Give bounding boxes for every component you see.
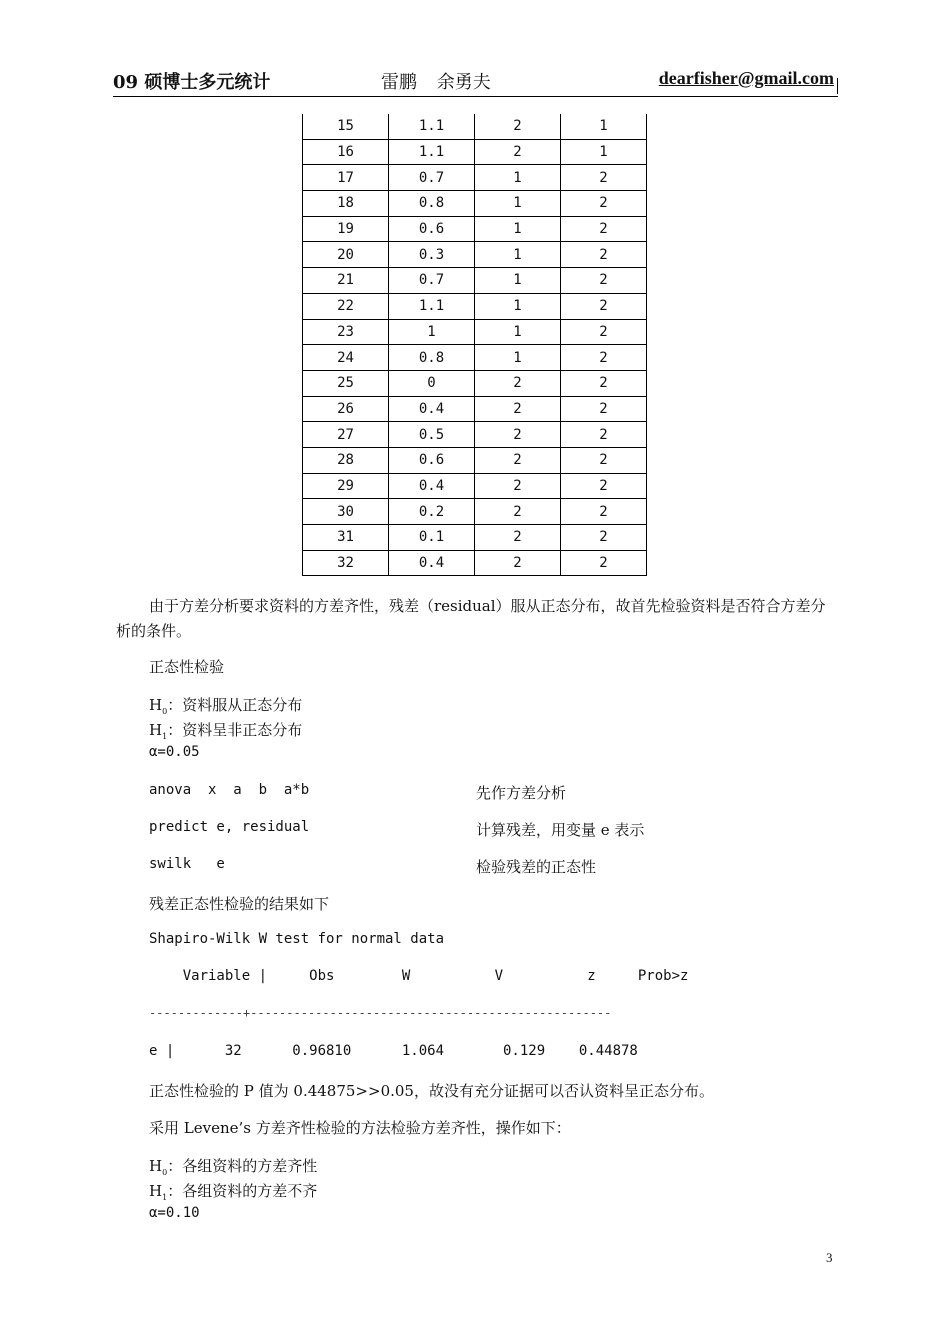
lh1-subscript: 1 xyxy=(162,1193,168,1202)
intro-paragraph: 由于方差分析要求资料的方差齐性，残差（residual）服从正态分布，故首先检验资料是否符合方差分析的条件。 xyxy=(116,597,826,640)
normality-heading: 正态性检验 xyxy=(149,658,225,676)
table-cell: 1 xyxy=(475,319,561,345)
table-row xyxy=(303,499,647,525)
sw-result-row: e | 32 0.96810 1.064 0.129 0.44878 xyxy=(149,1043,638,1059)
table-cell: 1 xyxy=(561,139,647,165)
table-cell: 16 xyxy=(303,139,389,165)
table-cell: 0.1 xyxy=(389,525,475,551)
table-cell: 15 xyxy=(303,114,389,139)
table-row xyxy=(303,550,647,576)
table-cell: 1 xyxy=(475,216,561,242)
table-cell: 2 xyxy=(475,499,561,525)
table-cell: 0.7 xyxy=(389,268,475,294)
table-cell: 31 xyxy=(303,525,389,551)
table-cell: 0.4 xyxy=(389,396,475,422)
table-cell: 2 xyxy=(475,525,561,551)
table-cell: 1 xyxy=(475,242,561,268)
table-cell: 2 xyxy=(561,319,647,345)
table-cell: 2 xyxy=(561,191,647,217)
table-row xyxy=(303,473,647,499)
table-cell: 24 xyxy=(303,345,389,371)
table-cell: 2 xyxy=(561,422,647,448)
command-anova-note: 先作方差分析 xyxy=(476,784,567,802)
table-cell: 26 xyxy=(303,396,389,422)
table-cell: 2 xyxy=(475,396,561,422)
table-cell: 2 xyxy=(561,165,647,191)
table-cell: 1 xyxy=(561,114,647,139)
table-row xyxy=(303,370,647,396)
table-cell: 2 xyxy=(561,447,647,473)
h0-normality xyxy=(149,694,302,716)
table-cell: 32 xyxy=(303,550,389,576)
table-cell: 2 xyxy=(475,139,561,165)
table-cell: 1 xyxy=(475,165,561,191)
table-cell: 0 xyxy=(389,370,475,396)
command-swilk-note: 检验残差的正态性 xyxy=(476,858,597,876)
table-cell: 0.3 xyxy=(389,242,475,268)
table-cell: 1 xyxy=(475,345,561,371)
table-cell: 2 xyxy=(475,370,561,396)
table-row xyxy=(303,525,647,551)
table-cell: 0.4 xyxy=(389,473,475,499)
table-row xyxy=(303,319,647,345)
table-cell: 23 xyxy=(303,319,389,345)
sw-title: Shapiro-Wilk W test for normal data xyxy=(149,931,445,947)
table-cell: 2 xyxy=(475,114,561,139)
table-cell: 0.8 xyxy=(389,191,475,217)
table-cell: 1 xyxy=(475,293,561,319)
table-cell: 2 xyxy=(561,525,647,551)
h1-normality xyxy=(149,719,302,741)
h1-levene xyxy=(149,1180,317,1202)
table-cell: 29 xyxy=(303,473,389,499)
table-cell: 20 xyxy=(303,242,389,268)
table-cell: 1 xyxy=(475,268,561,294)
table-row xyxy=(303,422,647,448)
lh0-subscript: 0 xyxy=(162,1168,168,1177)
table-cell: 28 xyxy=(303,447,389,473)
table-cell: 0.5 xyxy=(389,422,475,448)
h1-subscript: 1 xyxy=(162,732,168,741)
header-email-link[interactable]: dearfisher@gmail.com xyxy=(658,68,834,88)
table-cell: 2 xyxy=(475,422,561,448)
alpha-levene: α=0.10 xyxy=(149,1205,200,1221)
table-cell: 2 xyxy=(475,447,561,473)
table-cell: 2 xyxy=(561,396,647,422)
table-cell: 0.7 xyxy=(389,165,475,191)
table-cell: 2 xyxy=(561,242,647,268)
table-cell: 1 xyxy=(475,191,561,217)
h0-label: H xyxy=(149,696,163,714)
normality-conclusion: 正态性检验的 P 值为 0.44875>>0.05，故没有充分证据可以否认资料呈正态分布。 xyxy=(149,1082,714,1100)
sw-rule: -------------+-------------------------------------------------- xyxy=(149,1006,612,1020)
h0-levene xyxy=(149,1155,317,1177)
lh1-label: H xyxy=(149,1182,163,1200)
data-table xyxy=(302,114,647,576)
table-cell: 21 xyxy=(303,268,389,294)
lh0-label: H xyxy=(149,1157,163,1175)
table-cell: 2 xyxy=(561,268,647,294)
lh0-text: ：各组资料的方差齐性 xyxy=(167,1157,318,1175)
table-cell: 0.8 xyxy=(389,345,475,371)
table-row xyxy=(303,447,647,473)
table-cell: 2 xyxy=(561,216,647,242)
alpha-normality: α=0.05 xyxy=(149,744,200,760)
table-cell: 27 xyxy=(303,422,389,448)
sw-header-row: Variable | Obs W V z Prob>z xyxy=(149,968,689,984)
table-row xyxy=(303,139,647,165)
page-number: 3 xyxy=(826,1250,833,1265)
header-authors: 雷鹏 余勇夫 xyxy=(381,72,491,93)
table-cell: 2 xyxy=(561,345,647,371)
table-cell: 1 xyxy=(389,319,475,345)
result-heading: 残差正态性检验的结果如下 xyxy=(149,895,330,913)
table-row xyxy=(303,345,647,371)
table-row xyxy=(303,114,647,139)
table-cell: 19 xyxy=(303,216,389,242)
table-cell: 0.6 xyxy=(389,216,475,242)
page-header xyxy=(113,64,838,97)
h0-text: ：资料服从正态分布 xyxy=(167,696,303,714)
table-cell: 2 xyxy=(475,473,561,499)
table-cell: 2 xyxy=(561,473,647,499)
table-row xyxy=(303,293,647,319)
header-divider-tick xyxy=(837,78,838,94)
lh1-text: ：各组资料的方差不齐 xyxy=(167,1182,318,1200)
table-cell: 18 xyxy=(303,191,389,217)
h1-text: ：资料呈非正态分布 xyxy=(167,721,303,739)
table-cell: 1.1 xyxy=(389,293,475,319)
table-cell: 0.6 xyxy=(389,447,475,473)
h1-label: H xyxy=(149,721,163,739)
header-course-title: 09 硕博士多元统计 xyxy=(113,72,271,93)
table-row xyxy=(303,165,647,191)
table-cell: 2 xyxy=(561,499,647,525)
table-cell: 0.2 xyxy=(389,499,475,525)
table-row xyxy=(303,396,647,422)
table-cell: 2 xyxy=(561,550,647,576)
table-row xyxy=(303,191,647,217)
command-predict: predict e, residual xyxy=(149,819,310,835)
table-row xyxy=(303,268,647,294)
table-cell: 30 xyxy=(303,499,389,525)
table-cell: 2 xyxy=(561,370,647,396)
table-cell: 25 xyxy=(303,370,389,396)
table-cell: 22 xyxy=(303,293,389,319)
command-anova: anova x a b a*b xyxy=(149,782,310,798)
h0-subscript: 0 xyxy=(162,707,168,716)
table-cell: 17 xyxy=(303,165,389,191)
table-cell: 0.4 xyxy=(389,550,475,576)
table-row xyxy=(303,242,647,268)
command-swilk: swilk e xyxy=(149,856,225,872)
levene-intro: 采用 Levene’s 方差齐性检验的方法检验方差齐性，操作如下： xyxy=(149,1119,571,1137)
table-cell: 1.1 xyxy=(389,139,475,165)
table-row xyxy=(303,216,647,242)
table-cell: 1.1 xyxy=(389,114,475,139)
table-cell: 2 xyxy=(475,550,561,576)
command-predict-note: 计算残差，用变量 e 表示 xyxy=(476,821,645,839)
table-cell: 2 xyxy=(561,293,647,319)
